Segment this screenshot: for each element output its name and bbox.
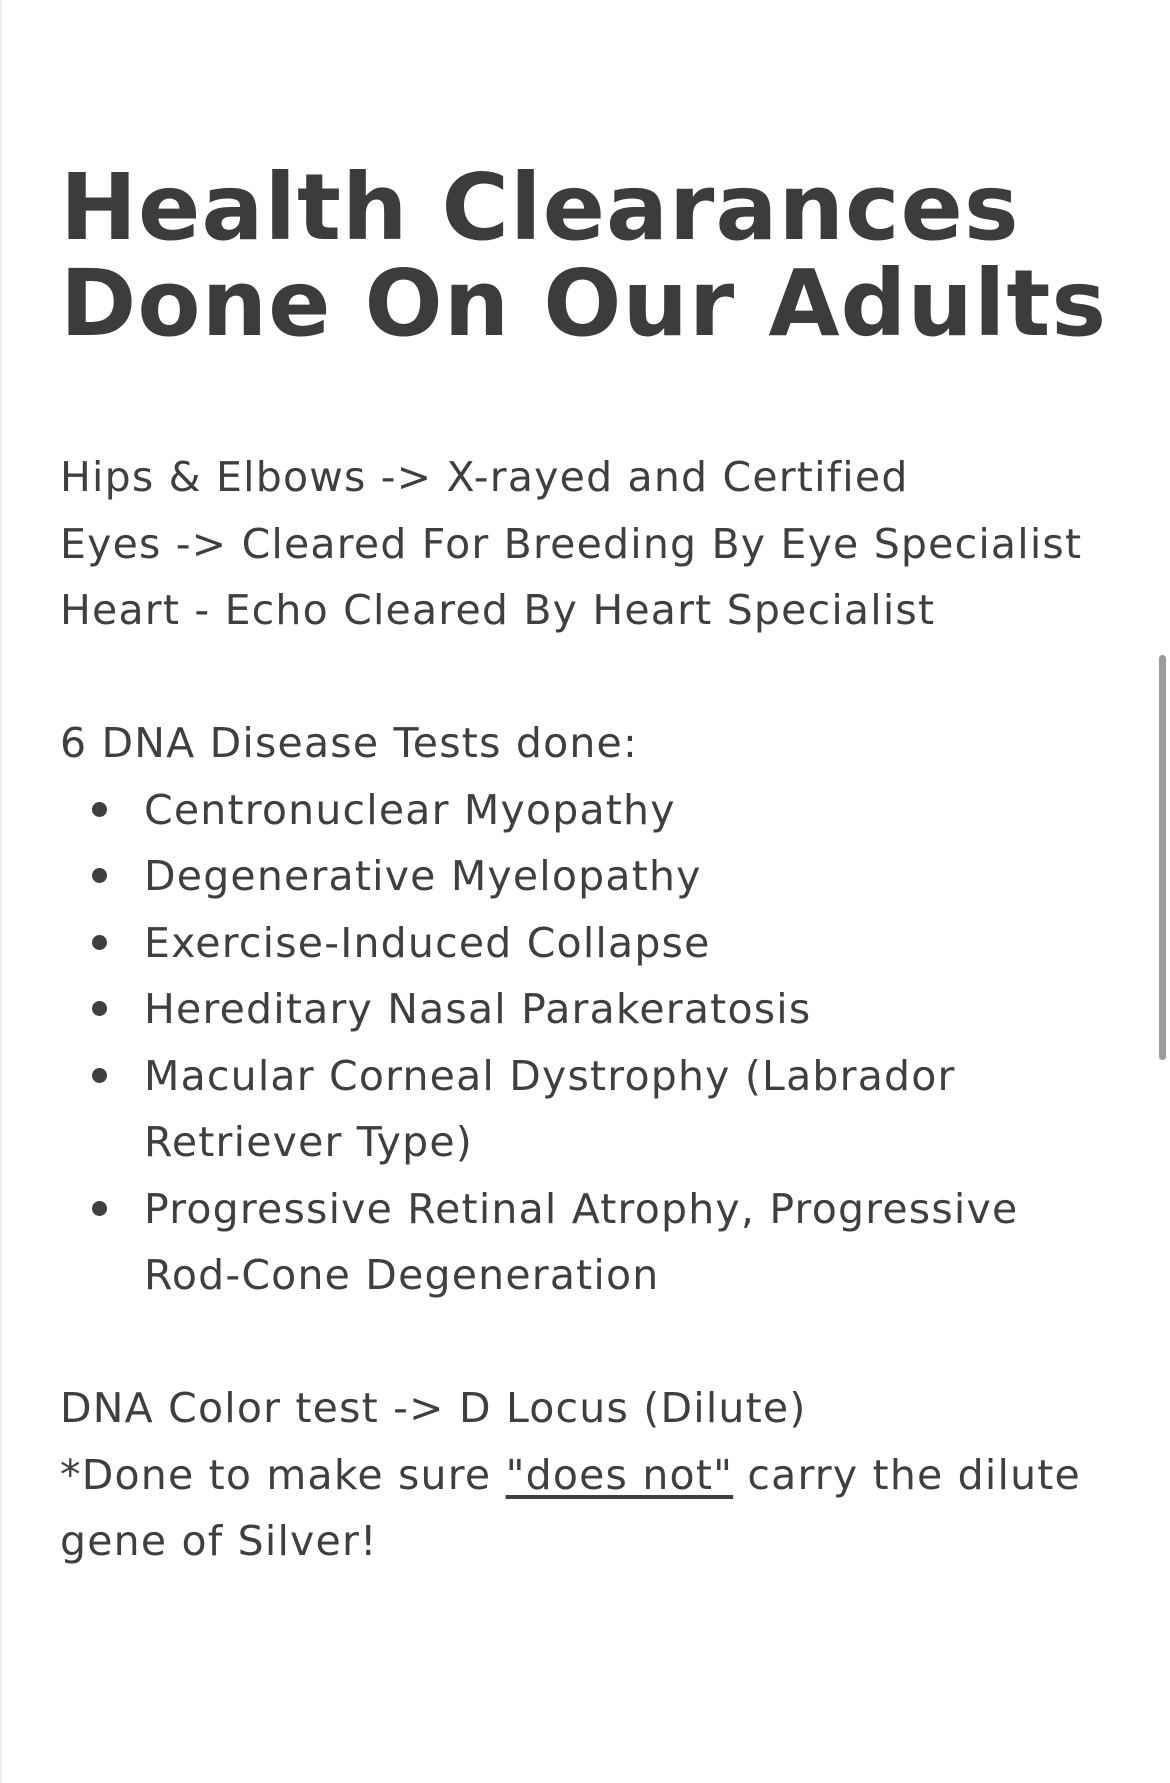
clearance-eyes: Eyes -> Cleared For Breeding By Eye Specialist (60, 519, 1083, 568)
list-item: Progressive Retinal Atrophy, Progressive Rod-Cone Degeneration (60, 1176, 1110, 1309)
list-item: Exercise-Induced Collapse (60, 910, 1110, 977)
page-title-line-2: Done On Our Adults (60, 250, 1108, 357)
dna-color-test: DNA Color test -> D Locus (Dilute) (60, 1384, 807, 1432)
list-item: Centronuclear Myopathy (60, 777, 1110, 844)
dna-color-note-start: *Done to make sure (60, 1450, 506, 1499)
article-content (60, 154, 1110, 1575)
page-edge (0, 0, 3, 1783)
spacer (60, 644, 1110, 711)
list-item: Degenerative Myelopathy (60, 843, 1110, 910)
clearance-heart: Heart - Echo Cleared By Heart Specialist (60, 586, 936, 634)
dna-test-list (60, 777, 1110, 1309)
list-item: Hereditary Nasal Parakeratosis (60, 976, 1110, 1043)
dna-color-note-emphasis: "does not" (505, 1450, 734, 1499)
page-title (60, 154, 1110, 357)
page-title-line-1: Health Clearances (60, 154, 1020, 261)
dna-disease-intro: 6 DNA Disease Tests done: (60, 719, 638, 767)
clearance-details (60, 444, 1110, 1575)
clearance-hips-elbows: Hips & Elbows -> X-rayed and Certified (60, 453, 909, 501)
dna-color-note-end: carry the dilute gene of Silver! (60, 1450, 1081, 1565)
dna-color-note (60, 1451, 1081, 1566)
spacer (60, 1309, 1110, 1376)
scrollbar-thumb[interactable] (1159, 655, 1166, 1060)
list-item: Macular Corneal Dystrophy (Labrador Retriever Type) (60, 1043, 1110, 1176)
